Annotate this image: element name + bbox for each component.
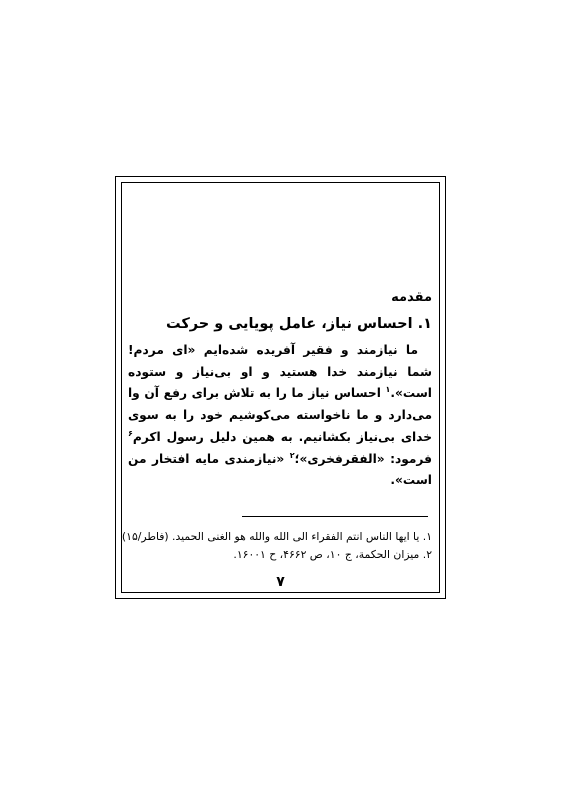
footnotes bbox=[121, 528, 432, 564]
body-paragraph bbox=[128, 340, 432, 492]
page-number: ۷ bbox=[276, 574, 285, 590]
body-text-part-3: فرمود: «الفقرفخری»؛ bbox=[294, 451, 432, 466]
footnote-1: ۱. یا ایها الناس انتم الفقراء الی الله والله هو الغنی الحمید. (فاطر/۱۵) bbox=[121, 530, 432, 543]
body-text-part-2: احساس نیاز ما را به تلاش برای رفع آن وا می‌دارد و ما ناخواسته می‌کوشیم خود را به سوی خدای بی‌نیاز بکشانیم. به همین دلیل رسول اکرم bbox=[128, 386, 432, 444]
footnote-separator bbox=[242, 516, 428, 517]
honorific-mark: ۶ bbox=[128, 428, 133, 438]
section-label: مقدمه bbox=[391, 290, 432, 305]
body-text-part-4: «نیازمندی مایه افتخار من است». bbox=[128, 451, 432, 488]
footnote-ref-2: ۲ bbox=[289, 450, 295, 460]
main-content bbox=[128, 288, 432, 492]
body-text-part-1: ما نیازمند و فقیر آفریده شده‌ایم «ای مردم! شما نیازمند خدا هستید و او بی‌نیاز و ستوده است». bbox=[128, 343, 432, 401]
chapter-heading: ۱. احساس نیاز، عامل پویایی و حرکت bbox=[165, 316, 432, 332]
footnote-ref-1: ۱ bbox=[385, 385, 391, 395]
footnote-2: ۲. میزان الحکمة، ج ۱۰، ص ۴۶۶۲، ح ۱۶۰۰۱. bbox=[233, 548, 432, 561]
